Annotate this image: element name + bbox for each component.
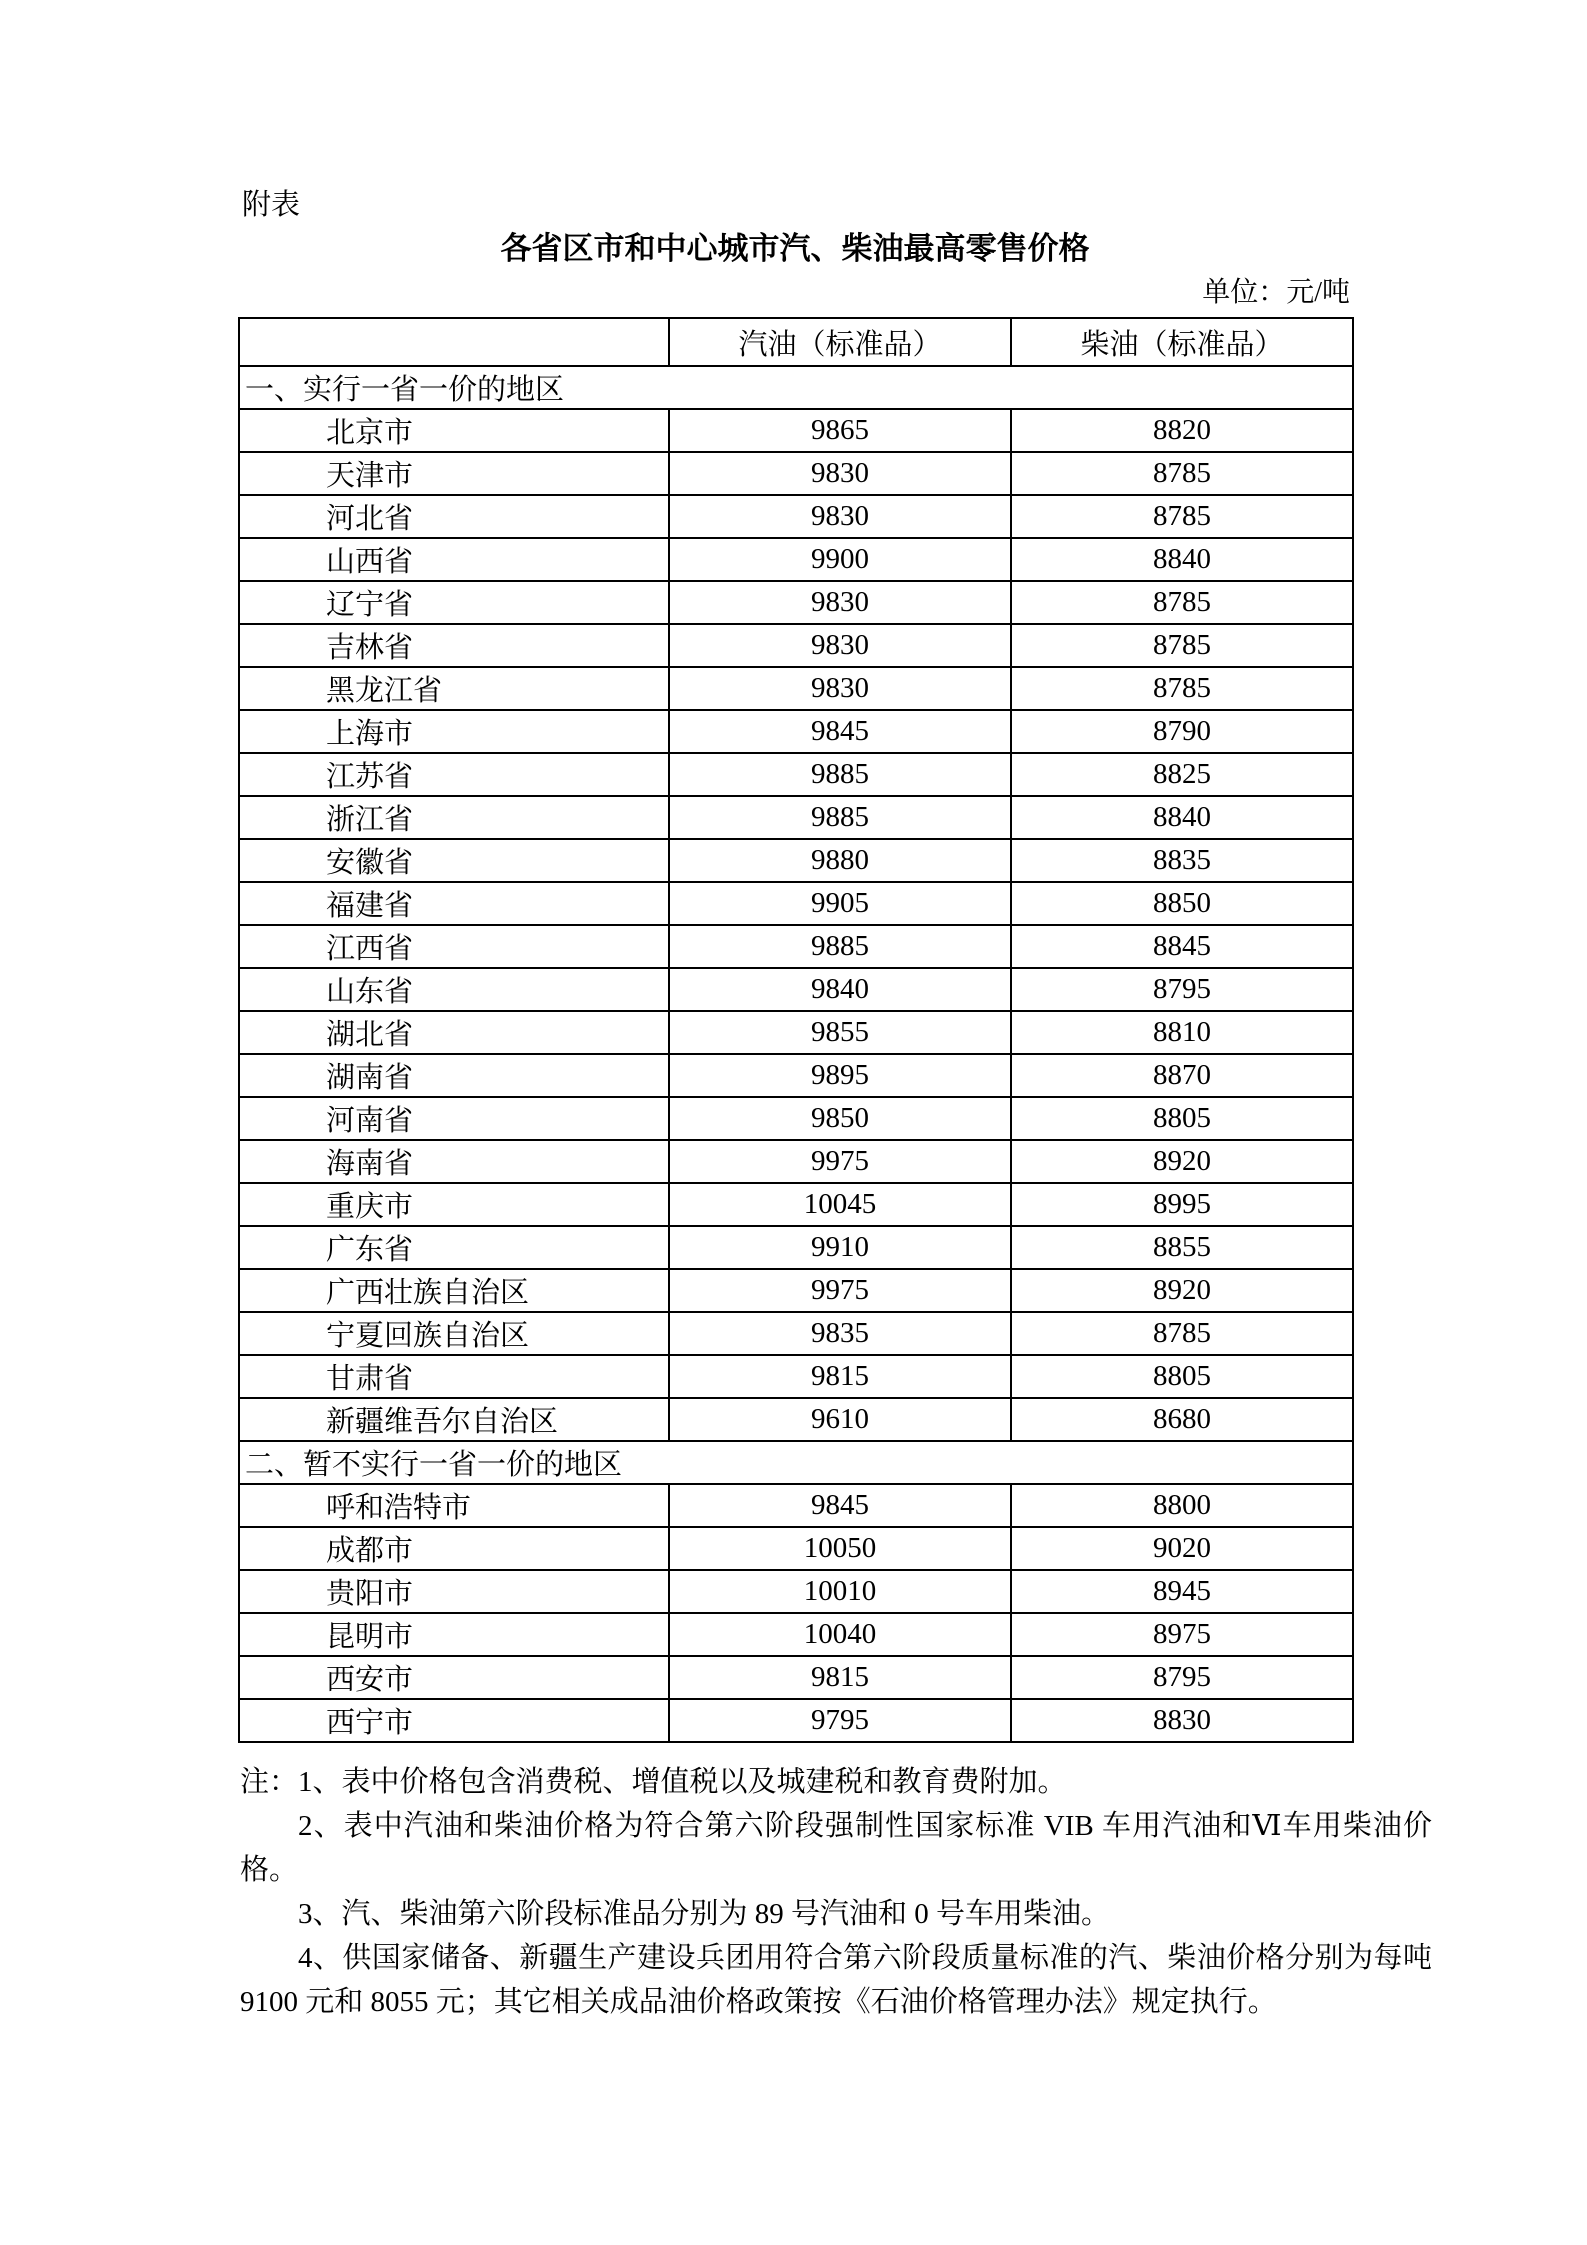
diesel-price-cell: 8790: [1011, 710, 1353, 753]
diesel-price-cell: 8840: [1011, 538, 1353, 581]
region-cell: 上海市: [239, 710, 669, 753]
gasoline-price-cell: 9850: [669, 1097, 1011, 1140]
gasoline-price-cell: 9830: [669, 581, 1011, 624]
region-cell: 河南省: [239, 1097, 669, 1140]
section-title-cell: 二、暂不实行一省一价的地区: [239, 1441, 1353, 1484]
price-table-header: [239, 318, 1353, 366]
gasoline-price-cell: 9795: [669, 1699, 1011, 1742]
price-table: [238, 317, 1354, 1743]
region-cell: 重庆市: [239, 1183, 669, 1226]
region-cell: 成都市: [239, 1527, 669, 1570]
table-row: [239, 452, 1353, 495]
diesel-price-cell: 8810: [1011, 1011, 1353, 1054]
note-line: 注：1、表中价格包含消费税、增值税以及城建税和教育费附加。: [240, 1766, 1067, 1798]
diesel-price-cell: 8855: [1011, 1226, 1353, 1269]
note-line: 2、表中汽油和柴油价格为符合第六阶段强制性国家标准 VIB 车用汽油和Ⅵ车用柴油价格。: [240, 1810, 1432, 1886]
page-title: 各省区市和中心城市汽、柴油最高零售价格: [500, 231, 1090, 266]
table-row: [239, 667, 1353, 710]
region-cell: 山东省: [239, 968, 669, 1011]
section-header-row: [239, 366, 1353, 409]
region-cell: 江苏省: [239, 753, 669, 796]
gasoline-price-cell: 9845: [669, 710, 1011, 753]
diesel-price-cell: 8840: [1011, 796, 1353, 839]
diesel-price-cell: 8820: [1011, 409, 1353, 452]
gasoline-price-cell: 9835: [669, 1312, 1011, 1355]
region-cell: 新疆维吾尔自治区: [239, 1398, 669, 1441]
gasoline-price-cell: 10050: [669, 1527, 1011, 1570]
gasoline-price-cell: 9840: [669, 968, 1011, 1011]
gasoline-price-cell: 10010: [669, 1570, 1011, 1613]
gasoline-price-cell: 9815: [669, 1656, 1011, 1699]
table-row: [239, 796, 1353, 839]
region-cell: 宁夏回族自治区: [239, 1312, 669, 1355]
gasoline-price-cell: 9865: [669, 409, 1011, 452]
table-row: [239, 1699, 1353, 1742]
region-cell: 湖南省: [239, 1054, 669, 1097]
region-cell: 吉林省: [239, 624, 669, 667]
diesel-price-cell: 8785: [1011, 667, 1353, 710]
gasoline-price-cell: 9910: [669, 1226, 1011, 1269]
gasoline-price-cell: 9885: [669, 753, 1011, 796]
region-cell: 贵阳市: [239, 1570, 669, 1613]
table-row: [239, 1527, 1353, 1570]
gasoline-price-cell: 9905: [669, 882, 1011, 925]
table-row: [239, 1355, 1353, 1398]
table-row: [239, 1484, 1353, 1527]
diesel-price-cell: 8785: [1011, 581, 1353, 624]
region-cell: 辽宁省: [239, 581, 669, 624]
region-cell: 山西省: [239, 538, 669, 581]
gasoline-price-cell: 9830: [669, 667, 1011, 710]
region-cell: 甘肃省: [239, 1355, 669, 1398]
table-row: [239, 1613, 1353, 1656]
gasoline-price-cell: 9885: [669, 796, 1011, 839]
table-row: [239, 1097, 1353, 1140]
diesel-price-cell: 8870: [1011, 1054, 1353, 1097]
table-row: [239, 968, 1353, 1011]
unit-label: 单位：元/吨: [1202, 277, 1350, 308]
table-row: [239, 1183, 1353, 1226]
diesel-price-cell: 8795: [1011, 968, 1353, 1011]
region-cell: 河北省: [239, 495, 669, 538]
diesel-price-cell: 8920: [1011, 1269, 1353, 1312]
gasoline-price-cell: 9900: [669, 538, 1011, 581]
table-row: [239, 882, 1353, 925]
gasoline-price-cell: 9830: [669, 624, 1011, 667]
table-row: [239, 1570, 1353, 1613]
table-row: [239, 409, 1353, 452]
table-row: [239, 839, 1353, 882]
region-cell: 西安市: [239, 1656, 669, 1699]
region-cell: 天津市: [239, 452, 669, 495]
diesel-price-cell: 8945: [1011, 1570, 1353, 1613]
region-cell: 呼和浩特市: [239, 1484, 669, 1527]
gasoline-price-cell: 9815: [669, 1355, 1011, 1398]
diesel-price-cell: 8785: [1011, 1312, 1353, 1355]
diesel-price-cell: 8805: [1011, 1097, 1353, 1140]
region-cell: 海南省: [239, 1140, 669, 1183]
notes-block: [240, 1760, 1432, 2024]
gasoline-price-cell: 9975: [669, 1269, 1011, 1312]
table-row: [239, 495, 1353, 538]
gasoline-price-cell: 9610: [669, 1398, 1011, 1441]
region-cell: 黑龙江省: [239, 667, 669, 710]
region-cell: 昆明市: [239, 1613, 669, 1656]
diesel-price-cell: 8850: [1011, 882, 1353, 925]
annex-label: 附表: [242, 189, 301, 221]
note-line: 3、汽、柴油第六阶段标准品分别为 89 号汽油和 0 号车用柴油。: [298, 1898, 1111, 1930]
table-row: [239, 581, 1353, 624]
diesel-price-cell: 8825: [1011, 753, 1353, 796]
gasoline-price-cell: 9855: [669, 1011, 1011, 1054]
header-region-cell: [239, 318, 669, 366]
gasoline-price-cell: 9830: [669, 495, 1011, 538]
price-table-body: [239, 366, 1353, 1742]
gasoline-price-cell: 9895: [669, 1054, 1011, 1097]
gasoline-price-cell: 9885: [669, 925, 1011, 968]
table-row: [239, 1054, 1353, 1097]
region-cell: 福建省: [239, 882, 669, 925]
gasoline-price-cell: 10045: [669, 1183, 1011, 1226]
gasoline-price-cell: 9830: [669, 452, 1011, 495]
diesel-price-cell: 8785: [1011, 452, 1353, 495]
diesel-price-cell: 8785: [1011, 495, 1353, 538]
table-row: [239, 1269, 1353, 1312]
gasoline-price-cell: 9845: [669, 1484, 1011, 1527]
diesel-price-cell: 9020: [1011, 1527, 1353, 1570]
diesel-price-cell: 8995: [1011, 1183, 1353, 1226]
header-diesel-cell: 柴油（标准品）: [1011, 318, 1353, 366]
gasoline-price-cell: 9975: [669, 1140, 1011, 1183]
diesel-price-cell: 8920: [1011, 1140, 1353, 1183]
table-row: [239, 925, 1353, 968]
table-row: [239, 538, 1353, 581]
table-row: [239, 710, 1353, 753]
diesel-price-cell: 8795: [1011, 1656, 1353, 1699]
region-cell: 广东省: [239, 1226, 669, 1269]
table-row: [239, 753, 1353, 796]
gasoline-price-cell: 10040: [669, 1613, 1011, 1656]
section-header-row: [239, 1441, 1353, 1484]
region-cell: 浙江省: [239, 796, 669, 839]
diesel-price-cell: 8845: [1011, 925, 1353, 968]
note-line: 4、供国家储备、新疆生产建设兵团用符合第六阶段质量标准的汽、柴油价格分别为每吨 9100 元和 8055 元；其它相关成品油价格政策按《石油价格管理办法》规定执行。: [240, 1942, 1432, 2018]
table-row: [239, 1312, 1353, 1355]
table-row: [239, 624, 1353, 667]
section-title-cell: 一、实行一省一价的地区: [239, 366, 1353, 409]
region-cell: 湖北省: [239, 1011, 669, 1054]
header-gasoline-cell: 汽油（标准品）: [669, 318, 1011, 366]
diesel-price-cell: 8975: [1011, 1613, 1353, 1656]
region-cell: 北京市: [239, 409, 669, 452]
diesel-price-cell: 8805: [1011, 1355, 1353, 1398]
region-cell: 广西壮族自治区: [239, 1269, 669, 1312]
table-row: [239, 1226, 1353, 1269]
table-row: [239, 1656, 1353, 1699]
diesel-price-cell: 8835: [1011, 839, 1353, 882]
region-cell: 西宁市: [239, 1699, 669, 1742]
header-row: [239, 318, 1353, 366]
table-row: [239, 1011, 1353, 1054]
gasoline-price-cell: 9880: [669, 839, 1011, 882]
region-cell: 安徽省: [239, 839, 669, 882]
diesel-price-cell: 8800: [1011, 1484, 1353, 1527]
table-row: [239, 1140, 1353, 1183]
table-row: [239, 1398, 1353, 1441]
diesel-price-cell: 8785: [1011, 624, 1353, 667]
diesel-price-cell: 8680: [1011, 1398, 1353, 1441]
region-cell: 江西省: [239, 925, 669, 968]
diesel-price-cell: 8830: [1011, 1699, 1353, 1742]
